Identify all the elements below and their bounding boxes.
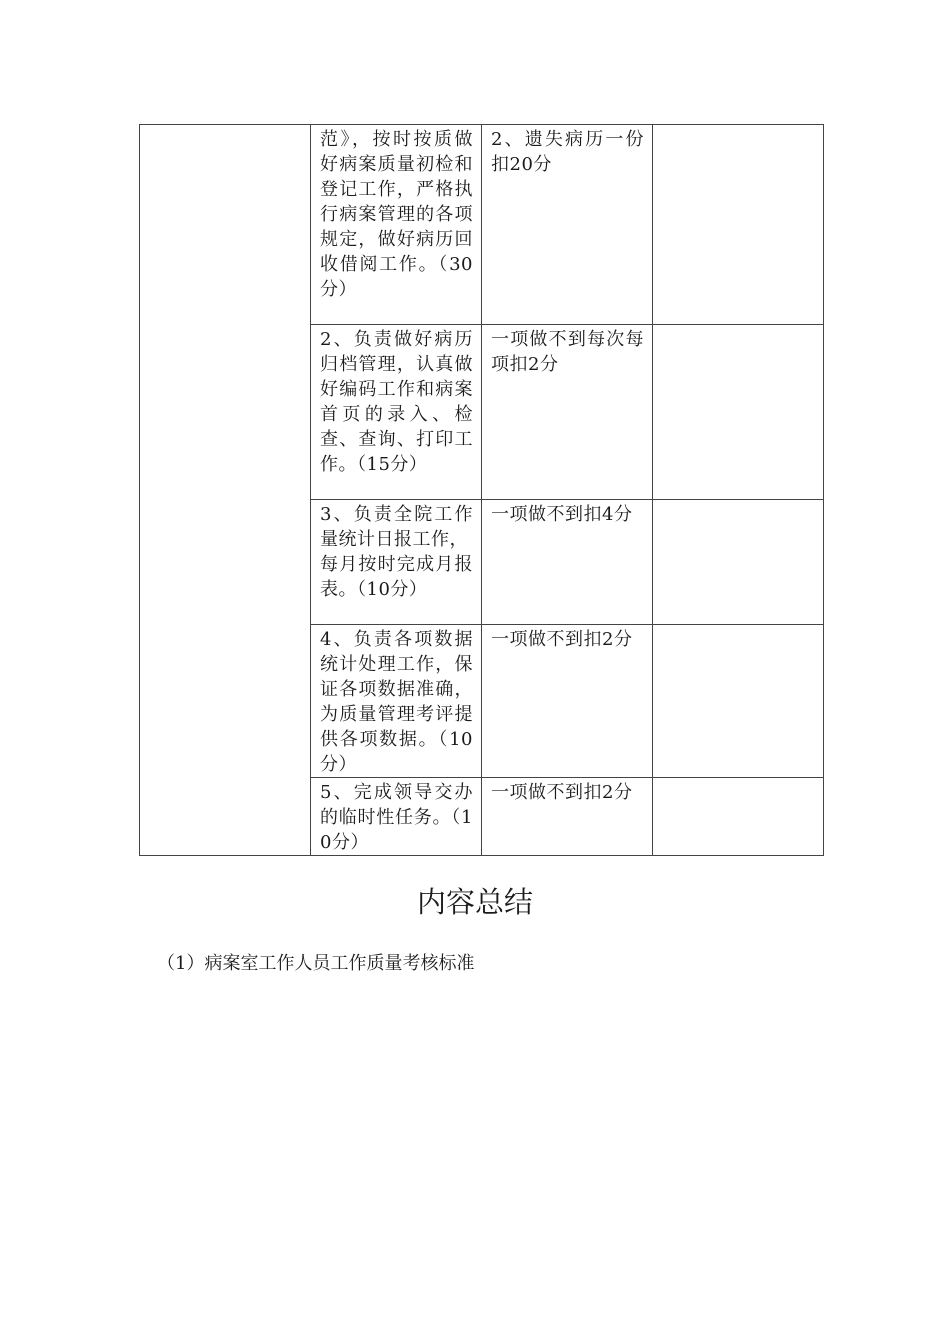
standard-cell bbox=[311, 125, 482, 325]
deduction-cell bbox=[482, 500, 653, 625]
standard-text: 2、负责做好病历归档管理，认真做好编码工作和病案首页的录入、检查、查询、打印工作。（15分） bbox=[320, 329, 473, 475]
standard-text: 4、负责各项数据统计处理工作，保证各项数据准确，为质量管理考评提供各项数据。（10分） bbox=[320, 629, 473, 775]
score-cell bbox=[653, 500, 824, 625]
summary-title: 内容总结 bbox=[416, 885, 533, 919]
score-cell bbox=[653, 625, 824, 778]
score-cell bbox=[653, 325, 824, 500]
deduction-text: 一项做不到扣2分 bbox=[491, 629, 633, 650]
assessment-table bbox=[139, 124, 824, 856]
deduction-cell bbox=[482, 778, 653, 856]
deduction-cell bbox=[482, 125, 653, 325]
deduction-text: 一项做不到扣2分 bbox=[491, 782, 633, 803]
deduction-text: 一项做不到每次每项扣2分 bbox=[491, 329, 644, 375]
score-cell bbox=[653, 778, 824, 856]
standard-text: 范》，按时按质做好病案质量初检和登记工作，严格执行病案管理的各项规定，做好病历回收借阅工作。（30分） bbox=[320, 129, 473, 300]
deduction-cell bbox=[482, 325, 653, 500]
standard-cell bbox=[311, 325, 482, 500]
deduction-text: 一项做不到扣4分 bbox=[491, 504, 633, 525]
standard-text: 3、负责全院工作量统计日报工作， 每月按时完成月报表。（10分） bbox=[320, 504, 473, 600]
standard-cell bbox=[311, 625, 482, 778]
score-cell bbox=[653, 125, 824, 325]
standard-cell bbox=[311, 500, 482, 625]
deduction-cell bbox=[482, 625, 653, 778]
standard-cell bbox=[311, 778, 482, 856]
category-cell bbox=[140, 125, 311, 856]
deduction-text: 2、遗失病历一份扣20分 bbox=[491, 129, 644, 175]
summary-item: （1）病案室工作人员工作质量考核标准 bbox=[157, 953, 475, 974]
table-row bbox=[140, 125, 824, 325]
standard-text: 5、完成领导交办的临时性任务。（10分） bbox=[320, 782, 473, 853]
